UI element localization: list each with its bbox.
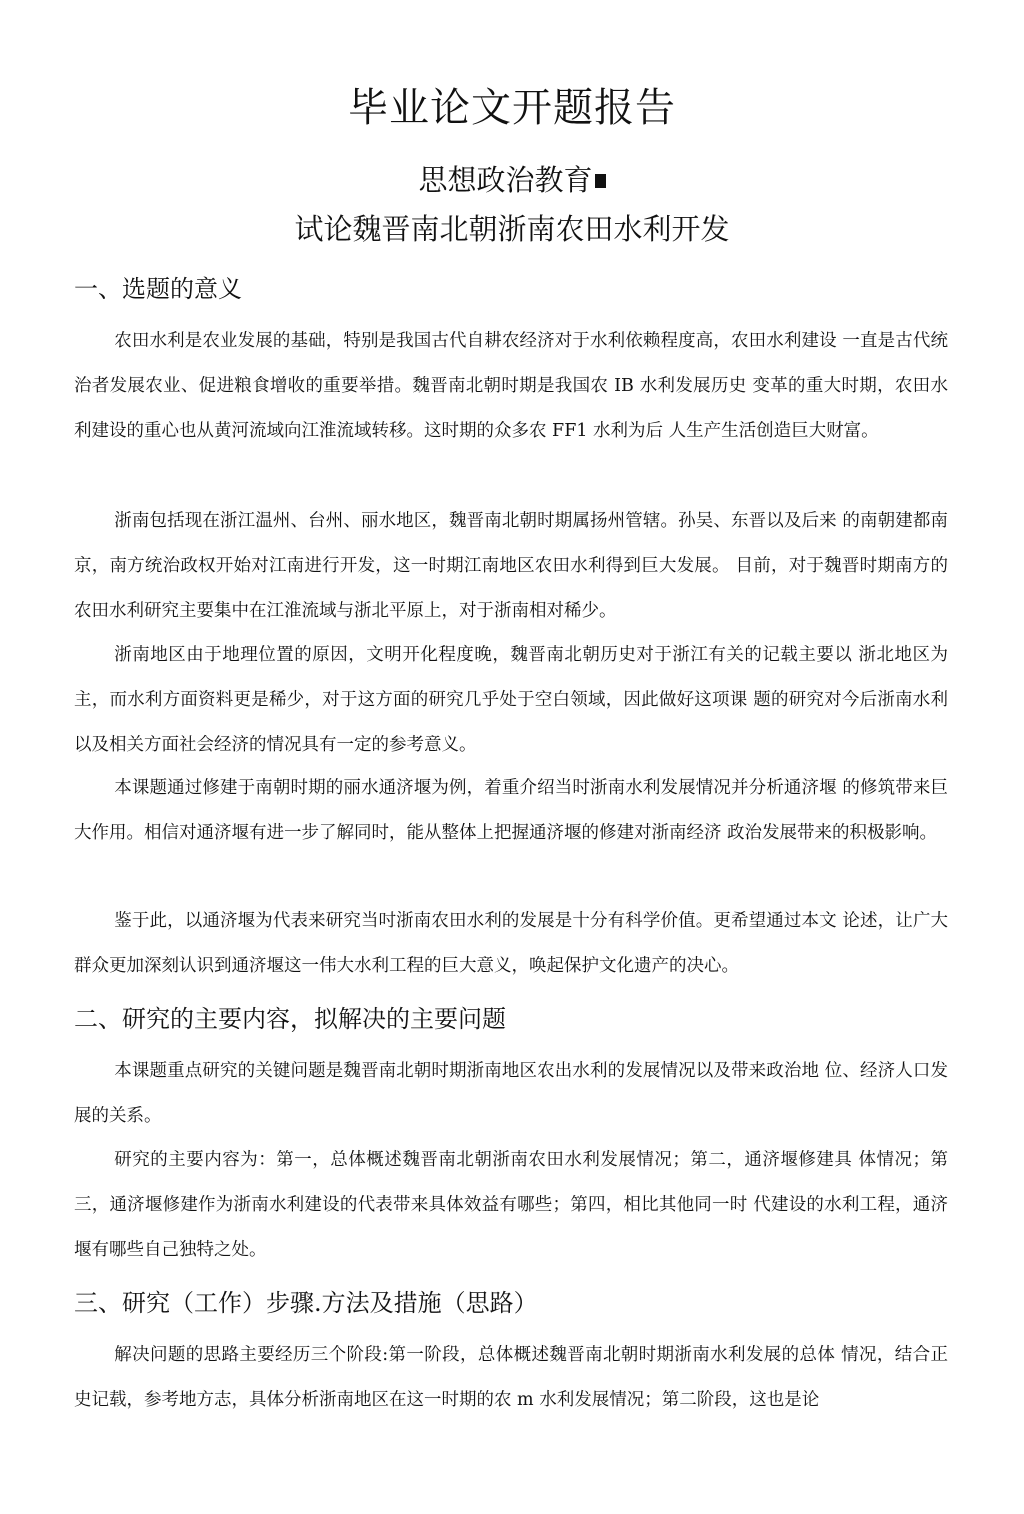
thesis-title: 试论魏晋南北朝浙南农田水利开发 [294,212,730,246]
paragraph: 本课题重点研究的关键问题是魏晋南北朝时期浙南地区农出水利的发展情况以及带来政治地 位、经济人口发展的关系。 [74,1061,948,1126]
paragraph: 解决问题的思路主要经历三个阶段:第一阶段，总体概述魏晋南北朝时期浙南水利发展的总体 情况，结合正史记载，参考地方志，具体分析浙南地区在这一时期的农 m 水利发展情况；第二阶段，这也是论 [74,1345,948,1410]
document-title: 毕业论文开题报告 [348,85,676,131]
section-heading-content: 二、研究的主要内容，拟解决的主要问题 [74,1005,506,1033]
section-heading-significance: 一、选题的意义 [74,275,242,303]
paragraph: 鉴于此，以通济堰为代表来研究当吋浙南农田水利的发展是十分有科学价值。更希望通过本文 论述，让广大群众更加深刻认识到通济堰这一伟大水利工程的巨大意义，唤起保护文化遗产的决心。 [74,911,948,976]
paragraph: 本课题通过修建于南朝时期的丽水通济堰为例，着重介绍当时浙南水利发展情况并分析通济堰 的修筑带来巨大作用。相信对通济堰有进一步了解同时，能从整体上把握通济堰的修建对浙南经济 政治发展带来的积极影响。 [74,778,948,843]
major-line [0,161,1024,199]
paragraph: 研究的主要内容为：第一，总体概述魏晋南北朝浙南农田水利发展情况；第二，通济堰修建具 体情况；第三，通济堰修建作为浙南水利建设的代表带来具体效益有哪些；第四，相比其他同一时 代建设的水利工程，通济堰有哪些自己独特之处。 [74,1150,948,1260]
section-heading-methods: 三、研究（工作）步骤.方法及措施（思路） [74,1289,538,1317]
text-cursor-mark [595,174,606,188]
major-name: 思想政治教育 [418,163,593,197]
paragraph: 浙南地区由于地理位置的原因，文明开化程度晚，魏晋南北朝历史对于浙江有关的记载主要以 浙北地区为主，而水利方面资料更是稀少，对于这方面的研究几乎处于空白领域，因此做好这项课 题的研究对今后浙南水利以及相关方面社会经济的情况具有一定的参考意义。 [74,645,948,755]
paragraph: 浙南包括现在浙江温州、台州、丽水地区，魏晋南北朝时期属扬州管辖。孙吴、东晋以及后来 的南朝建都南京，南方统治政权开始对江南进行开发，这一时期江南地区农田水利得到巨大发展。 目前，对于魏晋时期南方的农田水利研究主要集中在江淮流域与浙北平原上，对于浙南相对稀少。 [74,511,948,621]
paragraph: 农田水利是农业发展的基础，特别是我国古代自耕农经济对于水利依赖程度高，农田水利建设 一直是古代统治者发展农业、促进粮食增收的重要举措。魏晋南北朝时期是我国农 IB 水利发展历史 变革的重大时期，农田水利建设的重心也从黄河流域向江淮流域转移。这时期的众多农 FF1 水利为后 人生产生活创造巨大财富。 [74,331,948,441]
